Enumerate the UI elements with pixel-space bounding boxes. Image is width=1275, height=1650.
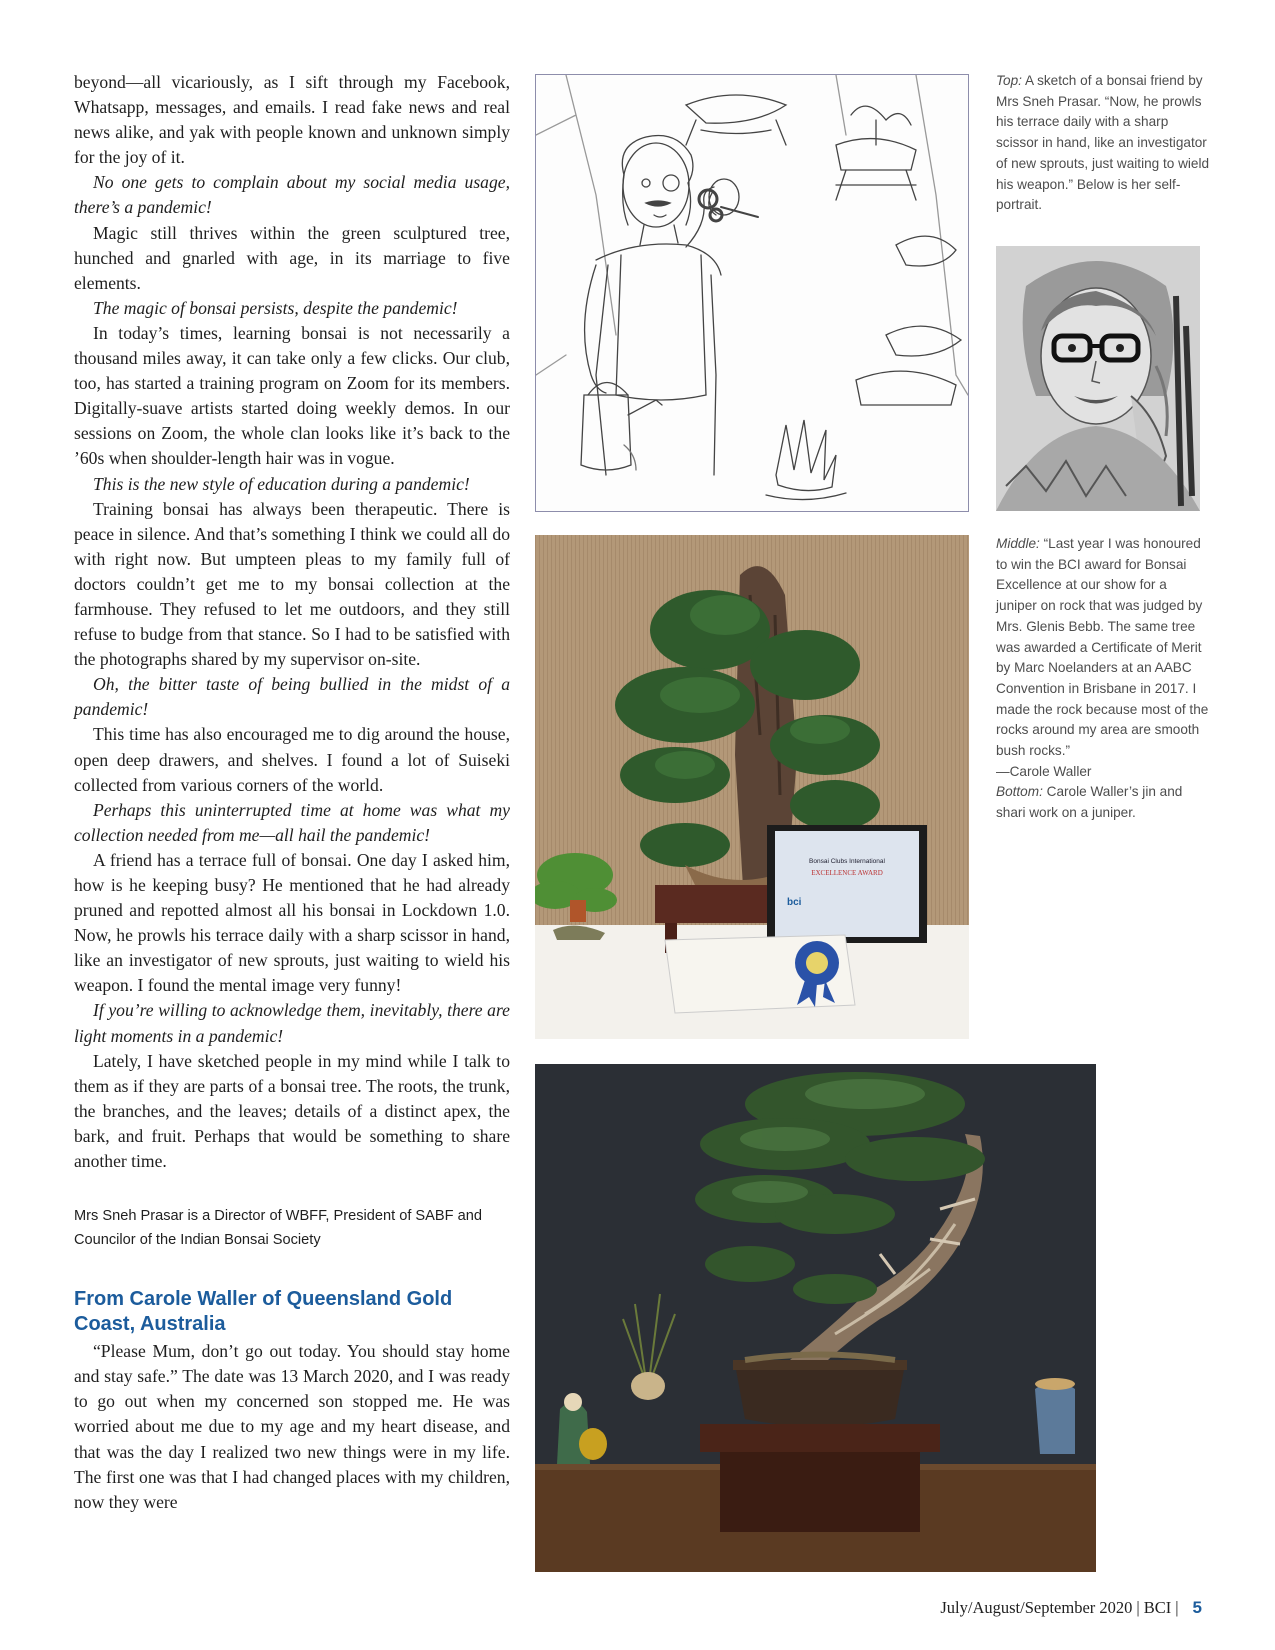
certificate-logo-text: bci: [787, 897, 802, 908]
caption-text: Carole Waller’s jin and shari work on a juniper.: [996, 784, 1183, 821]
article-column: [74, 70, 510, 1515]
article-paragraph: A friend has a terrace full of bonsai. One day I asked him, how is he keeping busy? He mentioned that he had already pruned and repotted almost all his bonsai in Lockdown 1.0. Now, he prowls his terrace daily with a sharp scissor in hand, like an investigator of new sprouts, just waiting to wield his weapon. I found the mental image very funny!: [74, 849, 510, 996]
caption-middle-bottom: [996, 534, 1210, 824]
article-paragraph: beyond—all vicariously, as I sift through my Facebook, Whatsapp, messages, and emails. I read fake news and real news alike, and yak with people known and unknown simply for the joy of it.: [74, 72, 510, 168]
author-bio: Mrs Sneh Prasar is a Director of WBFF, President of SABF and Councilor of the Indian Bonsai Society: [74, 1208, 482, 1249]
article-paragraph: This time has also encouraged me to dig around the house, open deep drawers, and shelves. I found a lot of Suiseki collected from various corners of the world.: [74, 724, 510, 795]
caption-lead: Top:: [996, 73, 1022, 88]
jin-shari-juniper-photo: [535, 1064, 1096, 1572]
article-body: [74, 70, 510, 1174]
article-paragraph: If you’re willing to acknowledge them, inevitably, there are light moments in a pandemic!: [74, 1000, 510, 1046]
certificate-award-text: EXCELLENCE AWARD: [811, 869, 883, 877]
self-portrait-sketch-image: [996, 246, 1200, 511]
article-paragraph: Lately, I have sketched people in my mind while I talk to them as if they are parts of a bonsai tree. The roots, the trunk, the branches, and the leaves; details of a distinct apex, the bark, and fruit. Perhaps that would be something to share another time.: [74, 1050, 510, 1172]
issue-date: July/August/September 2020: [940, 1598, 1133, 1617]
article-paragraph: Oh, the bitter taste of being bullied in the midst of a pandemic!: [74, 674, 510, 720]
caption-attribution: —Carole Waller: [996, 763, 1092, 779]
article-paragraph: No one gets to complain about my social media usage, there’s a pandemic!: [74, 172, 510, 218]
magazine-name: BCI: [1143, 1598, 1172, 1617]
section-heading: From Carole Waller of Queensland Gold Coast, Australia: [74, 1288, 453, 1336]
page-number: 5: [1192, 1598, 1202, 1617]
article-paragraph: Training bonsai has always been therapeutic. There is peace in silence. And that’s something I think we could all do with right now. But umpteen pleas to my family full of doctors couldn’t get me to my bonsai collection at the farmhouse. They refused to let me outdoors, and they still refuse to budge from that stance. So I had to be satisfied with the photographs shared by my supervisor on-site.: [74, 498, 510, 670]
article-paragraph: Perhaps this uninterrupted time at home was what my collection needed from me—all hail the pandemic!: [74, 799, 510, 845]
juniper-on-rock-photo: [535, 535, 969, 1039]
certificate-title-text: Bonsai Clubs International: [809, 858, 885, 865]
bonsai-friend-sketch-image: [535, 74, 969, 512]
article-paragraph: In today’s times, learning bonsai is not necessarily a thousand miles away, it can take only a few clicks. Our club, too, has started a training program on Zoom for its members. Digitally-suave artists started doing weekly demos. In our sessions on Zoom, the whole clan looks like it’s back to the ’60s when shoulder-length hair was in vogue.: [74, 322, 510, 469]
caption-text: A sketch of a bonsai friend by Mrs Sneh Prasar. “Now, he prowls his terrace daily with a sharp scissor in hand, like an investigator of new sprouts, just waiting to wield his weapon.” Below is her self-portrait.: [996, 73, 1210, 213]
article-paragraph: “Please Mum, don’t go out today. You should stay home and stay safe.” The date was 13 March 2020, and I was ready to go out when my concerned son stopped me. He was worried about me due to my age and my heart disease, and that was the day I realized two new things were in my life. The first one was that I had changed places with my children, now they were: [74, 1341, 510, 1512]
caption-lead: Bottom:: [996, 784, 1043, 800]
caption-lead: Middle:: [996, 536, 1040, 551]
article-paragraph: The magic of bonsai persists, despite the pandemic!: [93, 297, 458, 318]
article-paragraph: Magic still thrives within the green sculptured tree, hunched and gnarled with age, in its marriage to five elements.: [74, 222, 510, 293]
caption-text: “Last year I was honoured to win the BCI award for Bonsai Excellence at our show for a juniper on rock that was judged by Mrs. Glenis Bebb. The same tree was awarded a Certificate of Merit by Marc Noelanders at an AABC Convention in Brisbane in 2017. I made the rock because most of the rocks around my area are smooth bush rocks.”: [996, 536, 1209, 759]
article-paragraph: This is the new style of education during a pandemic!: [93, 473, 470, 494]
caption-top: [996, 71, 1210, 216]
page-footer: July/August/September 2020 | BCI | 5: [940, 1598, 1202, 1617]
